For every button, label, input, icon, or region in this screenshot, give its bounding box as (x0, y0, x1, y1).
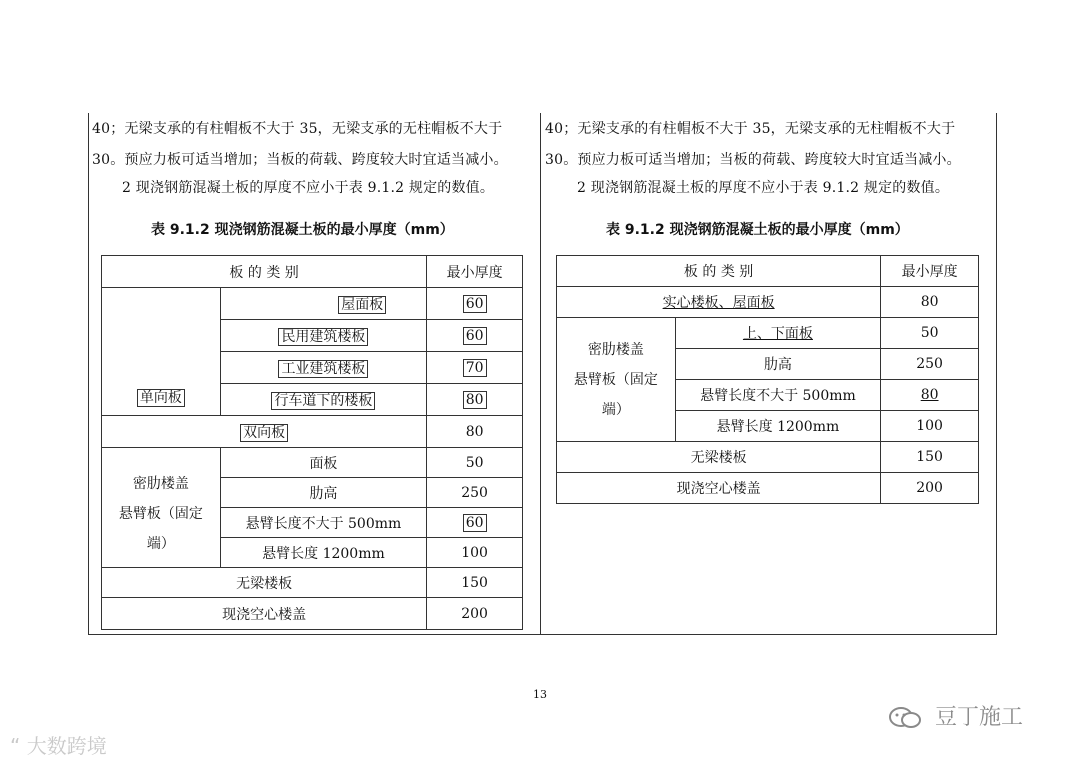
row-value: 80 (920, 387, 939, 403)
row-label: 面板 (220, 448, 427, 478)
table-row (557, 442, 979, 473)
row-value: 200 (427, 598, 523, 630)
column-divider (540, 113, 541, 634)
wechat-logo-icon (888, 706, 922, 730)
table-row (557, 318, 979, 349)
row-label: 现浇空心楼盖 (557, 473, 881, 504)
row-label: 民用建筑楼板 (278, 328, 368, 346)
paragraph-line: 40；无梁支承的有柱帽板不大于 35，无梁支承的无柱帽板不大于 (92, 121, 503, 137)
row-value: 60 (463, 295, 487, 313)
header-min: 最小厚度 (427, 256, 523, 288)
row-value: 250 (427, 478, 523, 508)
paragraph-line: 2 现浇钢筋混凝土板的厚度不应小于表 9.1.2 规定的数值。 (122, 180, 495, 196)
paragraph-line: 2 现浇钢筋混凝土板的厚度不应小于表 9.1.2 规定的数值。 (577, 180, 950, 196)
table-caption: 表 9.1.2 现浇钢筋混凝土板的最小厚度（mm） (151, 222, 454, 238)
row-value: 80 (881, 287, 979, 318)
thickness-table-old (101, 255, 523, 630)
table-row (102, 568, 523, 598)
row-value: 150 (427, 568, 523, 598)
quote-logo-icon: “ (10, 734, 21, 758)
header-type: 板 的 类 别 (557, 256, 881, 287)
row-value: 200 (881, 473, 979, 504)
row-value: 70 (463, 359, 487, 377)
row-value: 150 (881, 442, 979, 473)
table-header-row (557, 256, 979, 287)
row-value: 80 (463, 391, 487, 409)
watermark-right: 豆丁施工 (888, 700, 1023, 731)
watermark-left: “ 大数跨境 (10, 734, 107, 758)
table-row (102, 448, 523, 478)
thickness-table-new (556, 255, 979, 504)
row-label: 屋面板 (338, 296, 386, 314)
paragraph-line: 40；无梁支承的有柱帽板不大于 35，无梁支承的无柱帽板不大于 (545, 121, 956, 137)
row-value: 50 (881, 318, 979, 349)
row-label: 肋高 (675, 349, 881, 380)
row-label: 悬臂长度不大于 500mm (220, 508, 427, 538)
row-label: 行车道下的楼板 (271, 392, 375, 410)
table-row (102, 598, 523, 630)
row-label: 双向板 (240, 424, 288, 442)
row-label: 现浇空心楼盖 (102, 598, 427, 630)
row-value: 60 (463, 327, 487, 345)
header-min: 最小厚度 (881, 256, 979, 287)
row-value: 100 (881, 411, 979, 442)
row-label: 上、下面板 (742, 326, 813, 342)
row-value: 100 (427, 538, 523, 568)
paragraph-line: 30。预应力板可适当增加；当板的荷载、跨度较大时宜适当减小。 (92, 152, 508, 168)
group-oneway: 单向板 (102, 288, 221, 416)
row-label: 工业建筑楼板 (278, 360, 368, 378)
row-label: 悬臂长度不大于 500mm (675, 380, 881, 411)
table-row (557, 287, 979, 318)
group-ribbed: 密肋楼盖 悬臂板（固定 端） (102, 448, 221, 568)
paragraph-line: 30。预应力板可适当增加；当板的荷载、跨度较大时宜适当减小。 (545, 152, 961, 168)
row-value: 60 (463, 514, 487, 532)
table-row (557, 473, 979, 504)
table-row (102, 288, 523, 320)
row-label: 悬臂长度 1200mm (675, 411, 881, 442)
row-value: 250 (881, 349, 979, 380)
group-ribbed: 密肋楼盖 悬臂板（固定 端） (557, 318, 676, 442)
table-caption: 表 9.1.2 现浇钢筋混凝土板的最小厚度（mm） (606, 222, 909, 238)
table-row (102, 416, 523, 448)
row-value: 50 (427, 448, 523, 478)
row-label: 无梁楼板 (102, 568, 427, 598)
row-label: 无梁楼板 (557, 442, 881, 473)
header-type: 板 的 类 别 (102, 256, 427, 288)
table-header-row (102, 256, 523, 288)
row-label: 实心楼板、屋面板 (662, 295, 775, 311)
row-value: 80 (427, 416, 523, 448)
row-label: 肋高 (220, 478, 427, 508)
page-number: 13 (533, 688, 547, 701)
row-label: 悬臂长度 1200mm (220, 538, 427, 568)
